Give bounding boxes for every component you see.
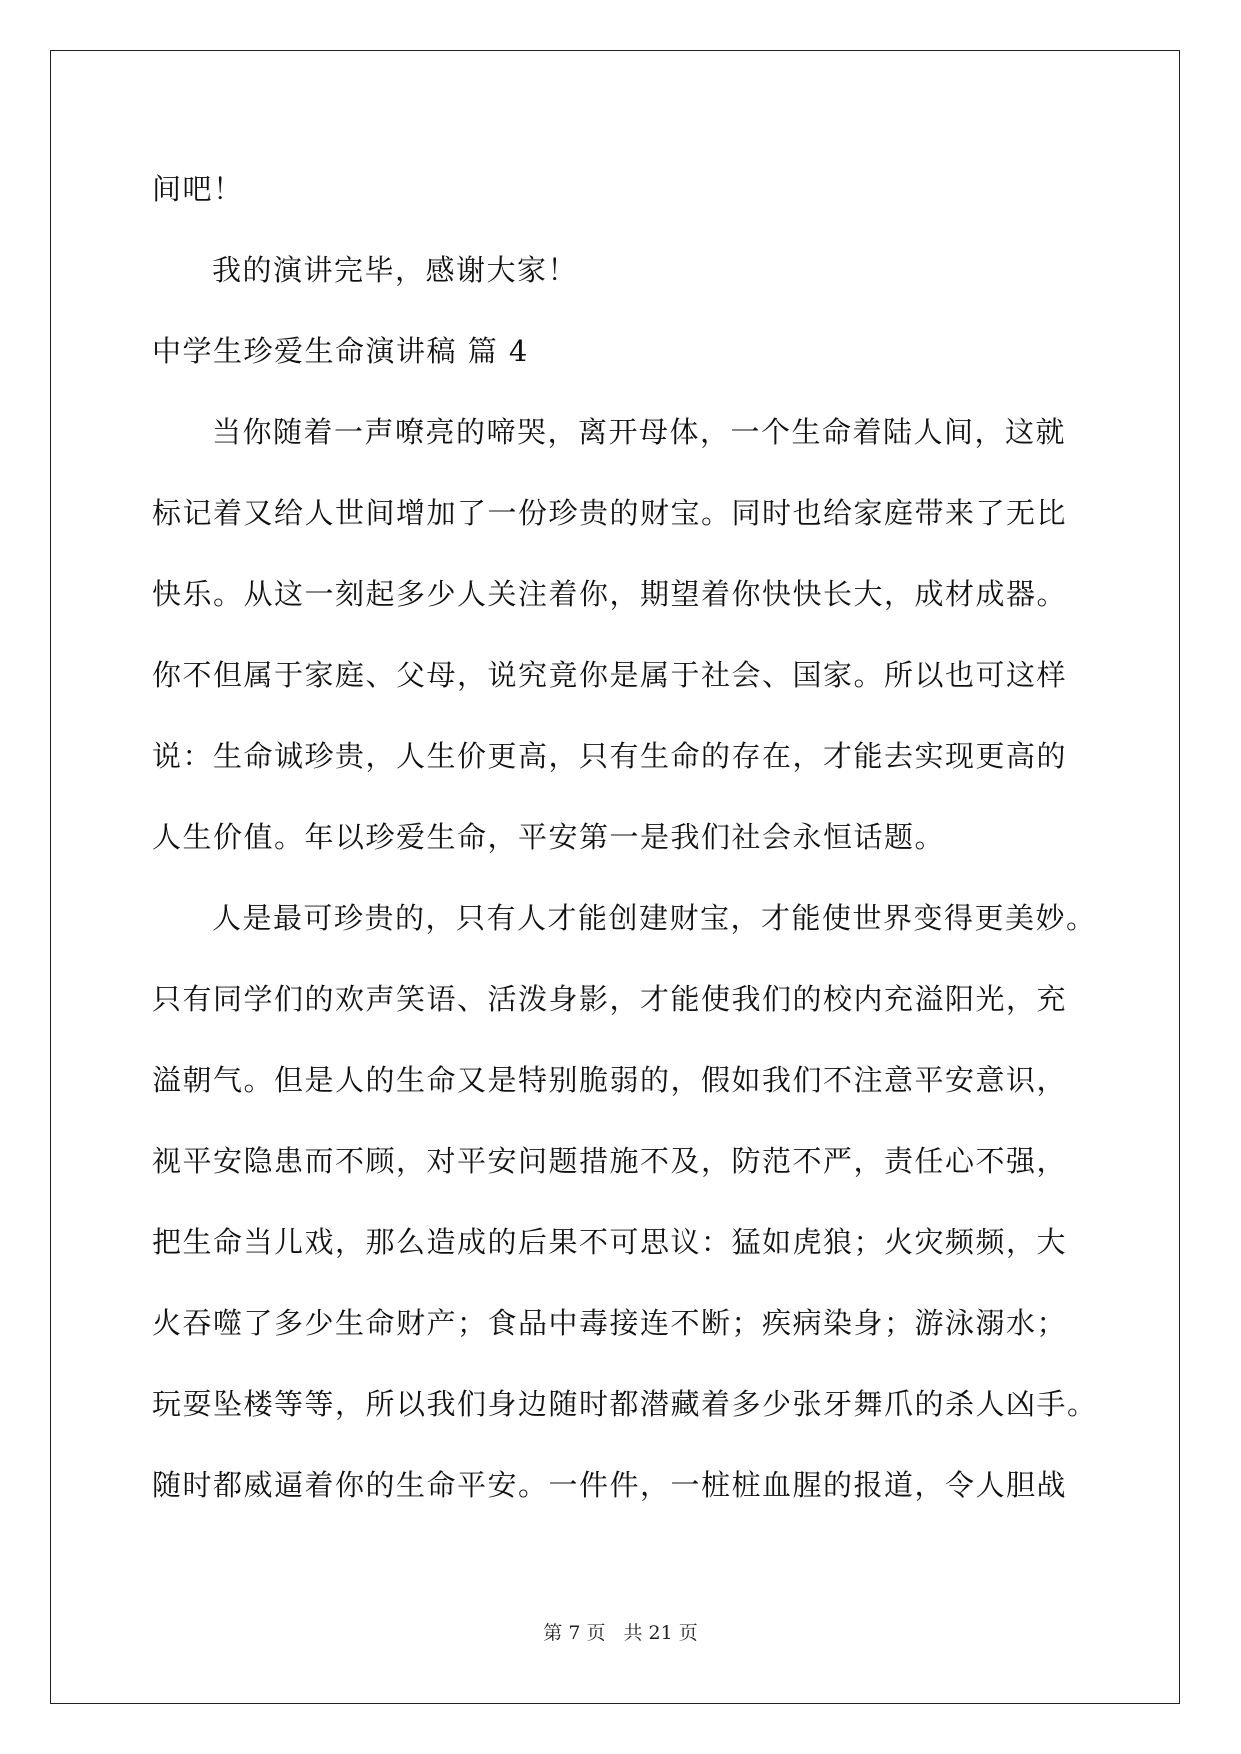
text-line: 人生价值。年以珍爱生命，平安第一是我们社会永恒话题。 <box>152 820 946 854</box>
page-footer <box>0 1618 1241 1645</box>
page-number: 第 7 页 <box>543 1622 606 1644</box>
page-total: 共 21 页 <box>623 1622 698 1644</box>
text-line: 人是最可珍贵的，只有人才能创建财宝，才能使世界变得更美妙。 <box>212 901 1097 935</box>
text-line: 当你随着一声嘹亮的啼哭，离开母体，一个生命着陆人间，这就 <box>212 415 1067 449</box>
text-line: 溢朝气。但是人的生命又是特别脆弱的，假如我们不注意平安意识， <box>152 1063 1068 1097</box>
text-line: 快乐。从这一刻起多少人关注着你，期望着你快快长大，成材成器。 <box>152 577 1068 611</box>
section-heading: 中学生珍爱生命演讲稿 篇 4 <box>152 334 529 368</box>
text-line: 说：生命诚珍贵，人生价更高，只有生命的存在，才能去实现更高的 <box>152 739 1068 773</box>
text-line: 标记着又给人世间增加了一份珍贵的财宝。同时也给家庭带来了无比 <box>152 496 1068 530</box>
text-line: 间吧！ <box>152 172 244 206</box>
text-line: 只有同学们的欢声笑语、活泼身影，才能使我们的校内充溢阳光，充 <box>152 982 1068 1016</box>
text-line: 我的演讲完毕，感谢大家！ <box>212 253 579 287</box>
page-border <box>50 50 1180 1704</box>
text-line: 视平安隐患而不顾，对平安问题措施不及，防范不严，责任心不强， <box>152 1144 1068 1178</box>
text-line: 火吞噬了多少生命财产；食品中毒接连不断；疾病染身；游泳溺水； <box>152 1306 1068 1340</box>
text-line: 随时都威逼着你的生命平安。一件件，一桩桩血腥的报道，令人胆战 <box>152 1468 1068 1502</box>
text-line: 玩耍坠楼等等，所以我们身边随时都潜藏着多少张牙舞爪的杀人凶手。 <box>152 1387 1098 1421</box>
text-line: 把生命当儿戏，那么造成的后果不可思议：猛如虎狼；火灾频频，大 <box>152 1225 1068 1259</box>
text-line: 你不但属于家庭、父母，说究竟你是属于社会、国家。所以也可这样 <box>152 658 1068 692</box>
